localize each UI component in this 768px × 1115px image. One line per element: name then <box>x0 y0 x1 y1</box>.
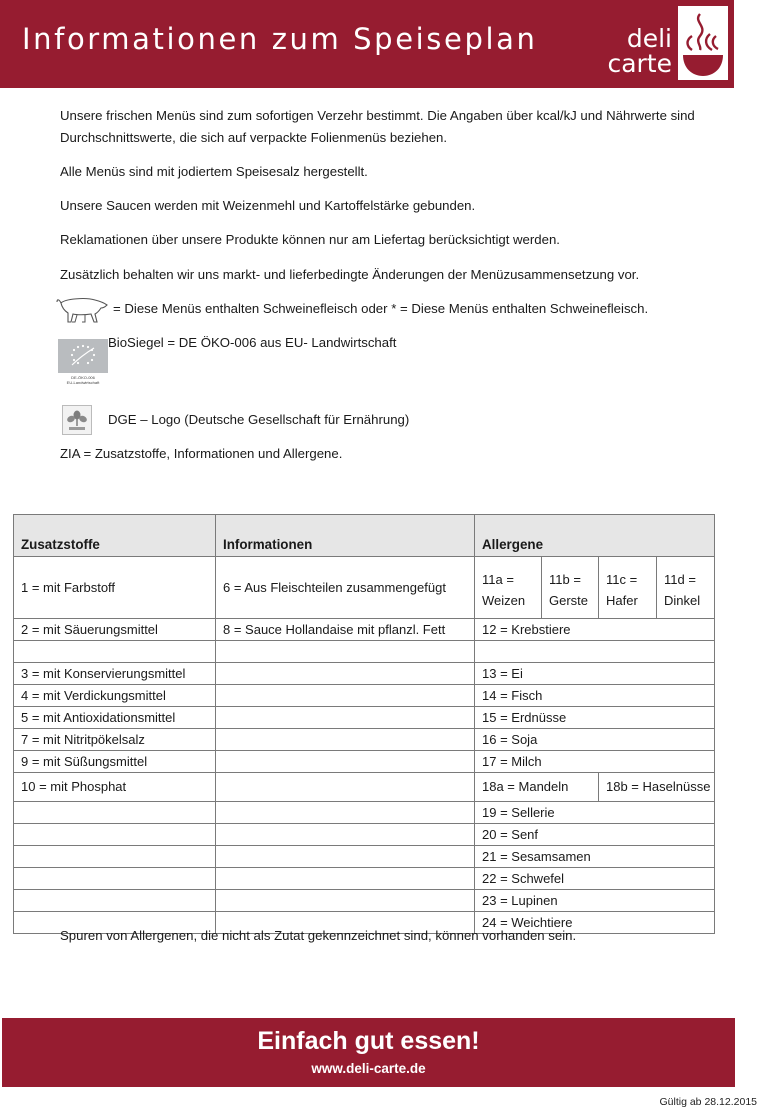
pig-icon <box>55 293 109 330</box>
info-cell <box>216 824 475 846</box>
allergen-cell: 12 = Krebstiere <box>475 619 715 641</box>
website-link[interactable]: www.deli-carte.de <box>311 1061 426 1076</box>
allergen-cell: 17 = Milch <box>475 751 715 773</box>
zusatz-cell: 2 = mit Säuerungsmittel <box>14 619 216 641</box>
table-header-row <box>14 515 715 557</box>
header-allergene: Allergene <box>475 515 715 557</box>
eu-bio-seal-icon <box>58 339 108 387</box>
table-row <box>14 773 715 802</box>
empty-cell <box>216 641 475 663</box>
allergen-cell: 19 = Sellerie <box>475 802 715 824</box>
allergen-cell: 13 = Ei <box>475 663 715 685</box>
sauces-paragraph: Unsere Saucen werden mit Weizenmehl und Kartoffelstärke gebunden. <box>60 198 476 213</box>
empty-cell <box>475 641 715 663</box>
slogan: Einfach gut essen! <box>257 1027 480 1055</box>
zia-legend-text: ZIA = Zusatzstoffe, Informationen und Allergene. <box>60 446 343 461</box>
zusatz-cell: 4 = mit Verdickungsmittel <box>14 685 216 707</box>
zusatz-cell <box>14 890 216 912</box>
table-row <box>14 890 715 912</box>
zusatz-cell <box>14 824 216 846</box>
intro-paragraph-line-2: Durchschnittswerte, die sich auf verpackte Folienmenüs beziehen. <box>60 130 448 145</box>
allergen-cell: 22 = Schwefel <box>475 868 715 890</box>
zusatz-cell: 3 = mit Konservierungsmittel <box>14 663 216 685</box>
table-row <box>14 868 715 890</box>
zusatz-cell <box>14 868 216 890</box>
table-row <box>14 619 715 641</box>
info-cell <box>216 846 475 868</box>
zusatz-cell: 9 = mit Süßungsmittel <box>14 751 216 773</box>
validity-date: Gültig ab 28.12.2015 <box>659 1096 757 1108</box>
allergen-11b <box>542 557 599 619</box>
logo-line-deli: deli <box>626 24 672 53</box>
allergen-11a <box>475 557 542 619</box>
name: Gerste <box>549 592 589 608</box>
header-zusatzstoffe: Zusatzstoffe <box>14 515 216 557</box>
table-row <box>14 846 715 868</box>
allergen-cell: 21 = Sesamsamen <box>475 846 715 868</box>
info-cell <box>216 663 475 685</box>
header-banner <box>0 0 734 88</box>
name: Dinkel <box>664 592 701 608</box>
empty-cell <box>14 641 216 663</box>
table-row <box>14 685 715 707</box>
name: Hafer <box>606 592 638 608</box>
seal-caption-2: EU-Landwirtschaft <box>66 380 100 385</box>
info-cell <box>216 773 475 802</box>
allergen-cell: 14 = Fisch <box>475 685 715 707</box>
pork-legend-text: = Diese Menüs enthalten Schweinefleisch oder * = Diese Menüs enthalten Schweinefleisch. <box>113 301 649 316</box>
zusatz-cell: 7 = mit Nitritpökelsalz <box>14 729 216 751</box>
brand-logo-text <box>596 26 672 76</box>
changes-paragraph: Zusätzlich behalten wir uns markt- und lieferbedingte Änderungen der Menüzusammensetzung vor. <box>60 267 640 282</box>
code: 11b = <box>549 571 581 587</box>
zusatz-cell: 1 = mit Farbstoff <box>14 557 216 619</box>
table-row <box>14 729 715 751</box>
salt-paragraph: Alle Menüs sind mit jodiertem Speisesalz hergestellt. <box>60 164 368 179</box>
info-cell <box>216 868 475 890</box>
allergen-cell: 16 = Soja <box>475 729 715 751</box>
allergen-11d <box>657 557 715 619</box>
info-cell: 8 = Sauce Hollandaise mit pflanzl. Fett <box>216 619 475 641</box>
soup-bowl-steam-icon <box>678 6 728 80</box>
allergen-cell: 23 = Lupinen <box>475 890 715 912</box>
zusatz-cell: 5 = mit Antioxidationsmittel <box>14 707 216 729</box>
allergen-18a: 18a = Mandeln <box>475 773 599 802</box>
dge-logo-icon <box>62 405 92 435</box>
allergen-cell: 20 = Senf <box>475 824 715 846</box>
name: Weizen <box>482 592 526 608</box>
zia-table <box>13 514 715 934</box>
table-row <box>14 663 715 685</box>
page-title: Informationen zum Speiseplan <box>22 22 538 56</box>
code: 11a = <box>482 571 514 587</box>
info-cell <box>216 707 475 729</box>
table-row <box>14 707 715 729</box>
table-row <box>14 557 715 619</box>
table-row-empty <box>14 641 715 663</box>
allergen-traces-note: Spuren von Allergenen, die nicht als Zutat gekennzeichnet sind, können vorhanden sein. <box>60 928 577 943</box>
code: 11c = <box>606 571 638 587</box>
table-row <box>14 751 715 773</box>
zusatz-cell <box>14 802 216 824</box>
info-cell <box>216 751 475 773</box>
seal-caption-1: DE-ÖKO-006 <box>71 375 95 380</box>
info-cell <box>216 890 475 912</box>
allergen-11c <box>599 557 657 619</box>
table-row <box>14 824 715 846</box>
info-cell <box>216 729 475 751</box>
table-row <box>14 802 715 824</box>
info-cell: 6 = Aus Fleischteilen zusammengefügt <box>216 557 475 619</box>
complaints-paragraph: Reklamationen über unsere Produkte können nur am Liefertag berücksichtigt werden. <box>60 232 560 247</box>
footer-banner <box>2 1018 735 1087</box>
intro-paragraph-line-1: Unsere frischen Menüs sind zum sofortigen Verzehr bestimmt. Die Angaben über kcal/kJ und Nährwerte sind <box>60 108 695 123</box>
bio-legend-text: BioSiegel = DE ÖKO-006 aus EU- Landwirtschaft <box>108 335 397 350</box>
zusatz-cell <box>14 846 216 868</box>
logo-line-carte: carte <box>607 49 672 78</box>
dge-legend-text: DGE – Logo (Deutsche Gesellschaft für Ernährung) <box>108 412 410 427</box>
header-informationen: Informationen <box>216 515 475 557</box>
code: 11d = <box>664 571 696 587</box>
zusatz-cell: 10 = mit Phosphat <box>14 773 216 802</box>
allergen-cell: 15 = Erdnüsse <box>475 707 715 729</box>
allergen-18b: 18b = Haselnüsse <box>599 773 715 802</box>
allergen-cell: 24 = Weichtiere <box>475 912 715 934</box>
info-cell <box>216 685 475 707</box>
info-cell <box>216 802 475 824</box>
